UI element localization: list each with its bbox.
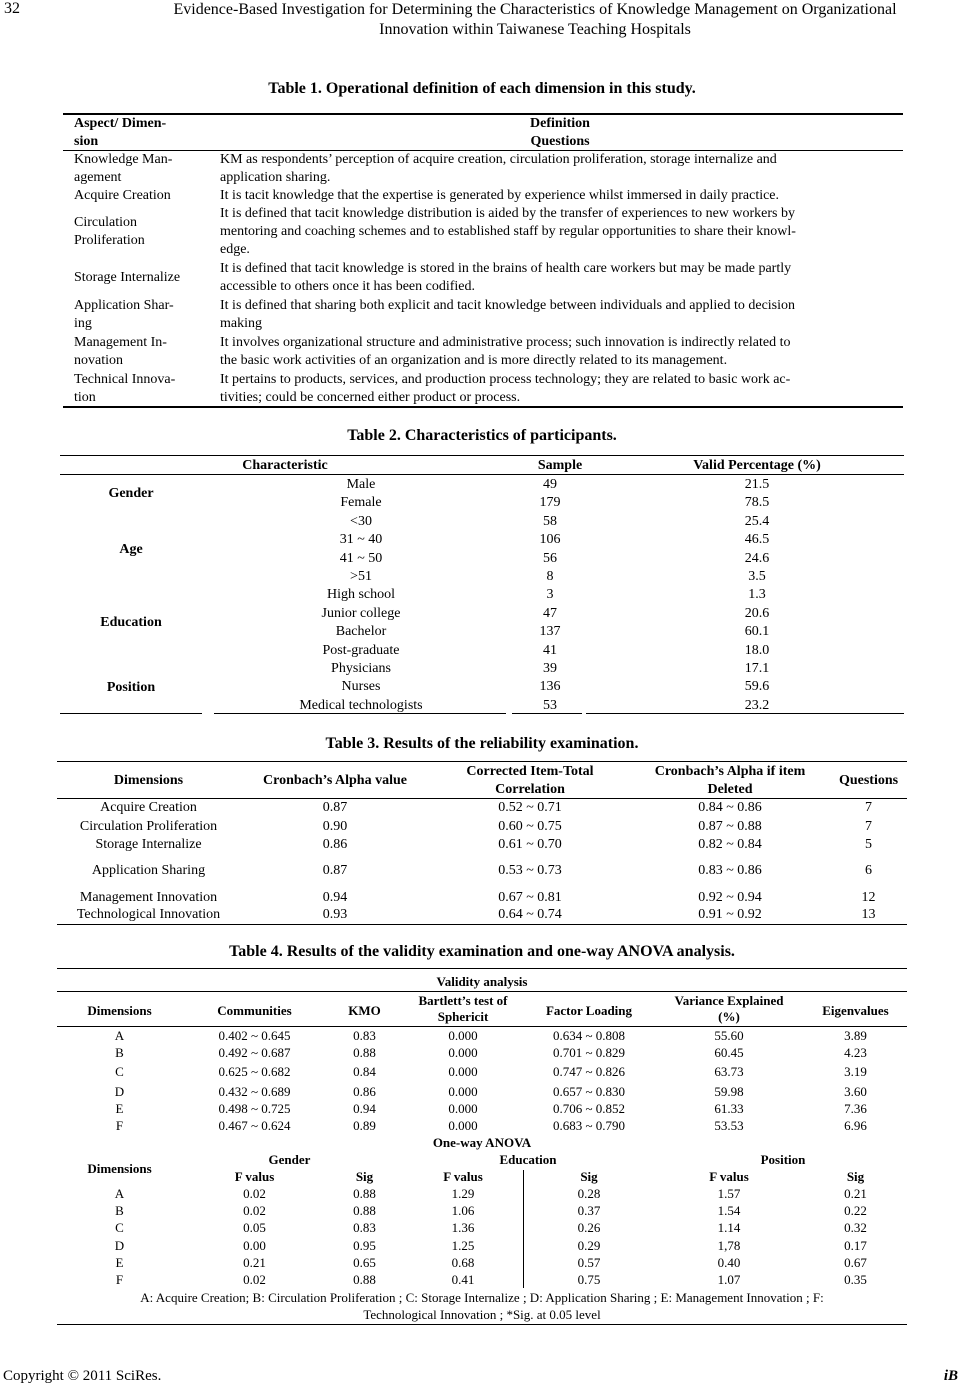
anova-education-sig-cell: 0.75 xyxy=(577,1272,601,1287)
table-1-definition-line: It is defined that sharing both explicit and tacit knowledge between individuals and applied to decision xyxy=(220,298,796,313)
table-1-bottom-rule xyxy=(63,406,903,408)
table-2-characteristic-cell: Physicians xyxy=(331,661,391,676)
table-1-aspect-cell xyxy=(74,334,167,370)
table-3-alpha-cell: 0.94 xyxy=(322,890,348,905)
table-1-caption: Table 1. Operational definition of each dimension in this study. xyxy=(268,80,696,97)
table-1-aspect-line: agement xyxy=(74,170,122,185)
validity-eigen-cell: 4.23 xyxy=(844,1045,867,1060)
table-2-percentage-cell: 20.6 xyxy=(744,605,770,621)
table-1-definition-cell xyxy=(220,151,777,187)
table-3-questions-cell: 6 xyxy=(865,863,872,878)
anova-gender-sig-cell: 0.95 xyxy=(353,1237,376,1253)
anova-gender-sig-cell: 0.88 xyxy=(353,1186,376,1201)
table-2-characteristic-cell: Bachelor xyxy=(335,624,387,640)
table-3-deleted-cell: 0.87 ~ 0.88 xyxy=(698,819,762,834)
table-4-bottom-rule xyxy=(57,1324,907,1325)
table-1-definition-line: making xyxy=(220,316,262,331)
table-4-note xyxy=(57,1289,907,1323)
table-3-alpha-cell: 0.93 xyxy=(322,907,348,922)
table-2-sample-cell: 179 xyxy=(539,495,561,511)
table-2-sample-cell: 58 xyxy=(543,513,557,529)
copyright-notice: Copyright © 2011 SciRes. xyxy=(3,1368,162,1384)
table-2-percentage-cell: 18.0 xyxy=(744,642,770,658)
table-1-definition-line: mentoring and coaching schemes and to established staff by regular opportunities to share their knowl- xyxy=(220,224,796,239)
anova-dimension-cell: F xyxy=(115,1272,124,1287)
table-1-aspect-line: Technical Innova- xyxy=(74,372,176,387)
table-2-sample-cell: 56 xyxy=(543,550,557,566)
running-title xyxy=(110,0,960,40)
table-3-questions-cell: 5 xyxy=(865,837,872,852)
validity-variance-cell: 61.33 xyxy=(714,1101,744,1116)
validity-communities-cell: 0.498 ~ 0.725 xyxy=(218,1101,291,1116)
table-2-top-rule xyxy=(60,455,904,456)
anova-education-f-cell: 1.36 xyxy=(451,1220,475,1236)
validity-communities-cell: 0.625 ~ 0.682 xyxy=(218,1064,291,1079)
table-1-definition-cell xyxy=(220,297,795,333)
table-3-questions-cell: 7 xyxy=(865,819,872,834)
table-1-aspect-cell xyxy=(74,269,180,287)
table-3-header-corrected-line-2: Correlation xyxy=(495,782,565,797)
validity-header-factor-loading: Factor Loading xyxy=(545,1003,633,1018)
anova-dimension-cell: E xyxy=(115,1254,124,1270)
table-1-definition-line: application sharing. xyxy=(220,170,331,185)
table-2-sample-cell: 53 xyxy=(543,697,557,713)
validity-variance-cell: 59.98 xyxy=(714,1084,744,1099)
table-3-header-dimensions: Dimensions xyxy=(113,773,184,788)
validity-variance-cell: 55.60 xyxy=(714,1028,744,1043)
table-3-deleted-cell: 0.84 ~ 0.86 xyxy=(698,800,762,815)
table-3-caption: Table 3. Results of the reliability examination. xyxy=(325,735,639,752)
anova-position-f-cell: 1.57 xyxy=(717,1186,741,1201)
table-4-note-line-2: Technological Innovation ; *Sig. at 0.05 level xyxy=(363,1307,601,1322)
table-3-header-corrected-line-1: Corrected Item-Total xyxy=(466,764,594,779)
anova-gender-f-cell: 0.02 xyxy=(243,1203,266,1219)
validity-kmo-cell: 0.88 xyxy=(353,1045,376,1060)
validity-kmo-cell: 0.89 xyxy=(353,1118,376,1133)
table-1-col1-header-line-1: Aspect/ Dimen- xyxy=(74,116,167,131)
table-2-characteristic-cell: Nurses xyxy=(341,679,381,695)
table-2-header-sample: Sample xyxy=(537,458,583,473)
validity-communities-cell: 0.492 ~ 0.687 xyxy=(218,1045,291,1060)
table-2-sample-cell: 47 xyxy=(543,605,557,621)
table-2-percentage-cell: 1.3 xyxy=(748,587,766,603)
anova-gender-f-cell: 0.02 xyxy=(243,1272,266,1287)
validity-dimension-cell: C xyxy=(115,1064,124,1079)
validity-factor-cell: 0.683 ~ 0.790 xyxy=(552,1118,626,1133)
anova-position-sig-cell: 0.22 xyxy=(844,1203,867,1219)
anova-position-sig-cell: 0.67 xyxy=(844,1254,867,1270)
table-1-definition-line: KM as respondents’ perception of acquire creation, circulation proliferation, storage internalize and xyxy=(220,152,777,167)
table-1-definition-line: It is tacit knowledge that the expertise is generated by experience whilst immersed in daily practice. xyxy=(220,188,780,203)
table-1-aspect-line: tion xyxy=(74,390,96,405)
table-1-col2-header xyxy=(220,115,900,151)
anova-position-f-cell: 1.07 xyxy=(717,1272,741,1287)
table-2-group-label: Gender xyxy=(108,486,154,502)
anova-education-f-cell: 1.25 xyxy=(451,1237,475,1253)
anova-education-f-cell: 1.06 xyxy=(451,1203,475,1219)
validity-header-variance-line-2: (%) xyxy=(718,1009,740,1024)
anova-header-position-sig: Sig xyxy=(846,1169,865,1184)
table-4-note-line-1: A: Acquire Creation; B: Circulation Proliferation ; C: Storage Internalize ; D: Application Sharing ; E: Management Innovation ; F: xyxy=(140,1290,824,1305)
table-1-definition-cell xyxy=(220,260,791,296)
anova-education-sig-cell: 0.29 xyxy=(577,1237,601,1253)
validity-bartlett-cell: 0.000 xyxy=(448,1028,478,1043)
table-3-corrected-cell: 0.67 ~ 0.81 xyxy=(498,890,562,905)
table-3-corrected-cell: 0.52 ~ 0.71 xyxy=(498,800,562,815)
table-2-bottom-rule-left xyxy=(60,713,202,714)
table-2-percentage-cell: 24.6 xyxy=(744,550,770,566)
validity-variance-cell: 60.45 xyxy=(714,1045,744,1060)
table-1-aspect-cell xyxy=(74,214,145,250)
validity-eigen-cell: 6.96 xyxy=(844,1118,867,1133)
table-2-sample-cell: 3 xyxy=(546,587,554,603)
anova-position-sig-cell: 0.21 xyxy=(844,1186,867,1201)
anova-education-f-cell: 1.29 xyxy=(451,1186,475,1201)
table-4-top-rule xyxy=(57,968,907,969)
table-2-header-characteristic: Characteristic xyxy=(242,458,328,473)
validity-header-bartlett-line-2: Sphericit xyxy=(437,1009,489,1024)
anova-position-f-cell: 1.54 xyxy=(717,1203,741,1219)
validity-variance-cell: 53.53 xyxy=(714,1118,744,1133)
anova-header-education-sig: Sig xyxy=(580,1169,598,1184)
table-1-aspect-cell xyxy=(74,297,174,333)
validity-dimension-cell: E xyxy=(115,1101,124,1116)
validity-factor-cell: 0.701 ~ 0.829 xyxy=(552,1045,626,1060)
table-1-aspect-line: Circulation xyxy=(74,215,137,230)
table-3-dimension-cell: Storage Internalize xyxy=(95,837,202,852)
table-2-percentage-cell: 23.2 xyxy=(744,697,770,713)
page-number: 32 xyxy=(4,0,20,17)
running-title-line-1: Evidence-Based Investigation for Determining the Characteristics of Knowledge Management on Organizational xyxy=(173,1,897,18)
table-1-aspect-line: novation xyxy=(74,353,123,368)
table-1-aspect-cell xyxy=(74,371,175,407)
validity-title-rule xyxy=(57,991,907,992)
validity-analysis-title: Validity analysis xyxy=(436,974,528,989)
validity-communities-cell: 0.467 ~ 0.624 xyxy=(218,1118,291,1133)
table-1-aspect-line: ing xyxy=(74,316,92,331)
validity-header-variance-line-1: Variance Explained xyxy=(674,993,784,1008)
table-3-questions-cell: 7 xyxy=(865,800,872,815)
anova-gender-sig-cell: 0.88 xyxy=(353,1272,376,1287)
table-3-header-corrected xyxy=(430,763,630,799)
table-1-col2-header-line-2: Questions xyxy=(530,134,590,149)
table-3-top-rule xyxy=(57,761,907,762)
table-2-sample-cell: 49 xyxy=(543,477,557,492)
anova-position-f-cell: 0.40 xyxy=(717,1254,741,1270)
anova-gender-f-cell: 0.21 xyxy=(243,1254,266,1270)
anova-dimension-cell: C xyxy=(115,1220,124,1236)
table-3-header-deleted xyxy=(630,763,830,799)
table-2-sample-cell: 136 xyxy=(539,679,561,695)
table-2-bottom-rule-right xyxy=(586,713,904,714)
table-2-characteristic-cell: 41 ~ 50 xyxy=(339,550,383,566)
table-3-alpha-cell: 0.90 xyxy=(322,819,348,834)
table-1-aspect-line: Proliferation xyxy=(74,233,145,248)
table-2-group-label: Education xyxy=(100,615,162,631)
table-3-dimension-cell: Application Sharing xyxy=(91,863,206,878)
table-3-alpha-cell: 0.86 xyxy=(322,837,348,852)
table-1-col2-header-line-1: Definition xyxy=(530,116,590,131)
validity-bartlett-cell: 0.000 xyxy=(448,1045,478,1060)
validity-dimension-cell: D xyxy=(114,1084,125,1099)
validity-bartlett-cell: 0.000 xyxy=(448,1084,478,1099)
table-3-dimension-cell: Acquire Creation xyxy=(100,800,197,815)
table-1-definition-line: It is defined that tacit knowledge distribution is aided by the transfer of experiences to new workers by xyxy=(220,206,795,221)
table-1-aspect-line: Acquire Creation xyxy=(74,188,171,203)
anova-header-gender: Gender xyxy=(268,1152,311,1167)
table-3-dimension-cell: Management Innovation xyxy=(79,890,218,905)
table-1-aspect-line: Knowledge Man- xyxy=(74,152,173,167)
table-1-col1-header-line-2: sion xyxy=(74,134,99,149)
table-1-definition-cell xyxy=(220,371,790,407)
table-3-deleted-cell: 0.91 ~ 0.92 xyxy=(698,907,762,922)
table-3-corrected-cell: 0.61 ~ 0.70 xyxy=(498,837,562,852)
table-2-percentage-cell: 46.5 xyxy=(744,532,770,548)
anova-position-sig-cell: 0.17 xyxy=(844,1237,867,1253)
table-1-aspect-cell xyxy=(74,187,171,205)
table-2-characteristic-cell: 31 ~ 40 xyxy=(339,532,383,548)
anova-header-dimensions: Dimensions xyxy=(87,1161,152,1176)
anova-header-gender-f: F valus xyxy=(234,1169,275,1184)
anova-gender-f-cell: 0.05 xyxy=(243,1220,266,1236)
anova-dimension-cell: B xyxy=(115,1203,124,1219)
anova-position-f-cell: 1.14 xyxy=(717,1220,741,1236)
anova-header-position-f: F valus xyxy=(709,1169,749,1184)
validity-bartlett-cell: 0.000 xyxy=(448,1064,478,1079)
validity-bartlett-cell: 0.000 xyxy=(448,1118,478,1133)
table-2-sample-cell: 39 xyxy=(543,661,557,676)
table-2-characteristic-cell: Medical technologists xyxy=(299,697,423,713)
validity-communities-cell: 0.432 ~ 0.689 xyxy=(218,1084,291,1099)
table-2-bottom-rule-sample xyxy=(512,713,582,714)
anova-gender-sig-cell: 0.83 xyxy=(353,1220,376,1236)
table-2-percentage-cell: 25.4 xyxy=(744,513,770,529)
anova-header-position: Position xyxy=(760,1152,806,1167)
anova-gender-sig-cell: 0.65 xyxy=(353,1254,376,1270)
table-3-corrected-cell: 0.60 ~ 0.75 xyxy=(498,819,562,834)
table-1-definition-cell xyxy=(220,187,779,205)
table-1-definition-line: tivities; could be concerned either product or process. xyxy=(220,390,521,405)
validity-factor-cell: 0.657 ~ 0.830 xyxy=(552,1084,626,1099)
table-2-characteristic-cell: Female xyxy=(340,495,382,511)
validity-header-dimensions: Dimensions xyxy=(87,1003,152,1018)
table-3-header-deleted-line-1: Cronbach’s Alpha if item xyxy=(654,764,806,779)
table-3-dimension-cell: Circulation Proliferation xyxy=(79,819,218,834)
table-2-characteristic-cell: <30 xyxy=(350,513,372,529)
validity-variance-cell: 63.73 xyxy=(714,1064,744,1079)
anova-education-f-cell: 0.41 xyxy=(451,1272,475,1287)
validity-header-bartlett xyxy=(402,993,524,1025)
anova-education-sig-cell: 0.26 xyxy=(577,1220,601,1236)
anova-gender-f-cell: 0.00 xyxy=(243,1237,266,1253)
table-2-sample-cell: 137 xyxy=(539,624,561,640)
validity-dimension-cell: A xyxy=(114,1028,125,1043)
table-3-deleted-cell: 0.83 ~ 0.86 xyxy=(698,863,762,878)
table-2-sample-cell: 41 xyxy=(543,642,557,658)
validity-dimension-cell: F xyxy=(115,1118,124,1133)
table-3-alpha-cell: 0.87 xyxy=(322,800,348,815)
table-2-caption: Table 2. Characteristics of participants. xyxy=(347,427,617,444)
table-2-characteristic-cell: Post-graduate xyxy=(322,642,400,658)
table-3-questions-cell: 13 xyxy=(861,907,876,922)
anova-education-sig-cell: 0.57 xyxy=(577,1254,601,1270)
table-2-header-percentage: Valid Percentage (%) xyxy=(693,458,821,473)
table-1-aspect-line: Application Shar- xyxy=(74,298,174,313)
table-3-bottom-rule xyxy=(57,924,907,925)
table-2-characteristic-cell: Male xyxy=(346,477,376,492)
anova-position-sig-cell: 0.35 xyxy=(844,1272,867,1287)
table-1-col1-header xyxy=(74,115,166,151)
validity-header-variance xyxy=(654,993,804,1025)
table-1-definition-line: It involves organizational structure and administrative process; such innovation is indirectly related to xyxy=(220,335,791,350)
validity-kmo-cell: 0.86 xyxy=(353,1084,376,1099)
anova-header-education-f: F valus xyxy=(443,1169,483,1184)
anova-position-sig-cell: 0.32 xyxy=(844,1220,867,1236)
anova-education-sig-cell: 0.28 xyxy=(577,1186,601,1201)
table-2-sample-cell: 8 xyxy=(546,569,554,584)
anova-gender-f-cell: 0.02 xyxy=(243,1186,266,1201)
validity-header-eigenvalues: Eigenvalues xyxy=(822,1003,889,1018)
table-3-deleted-cell: 0.82 ~ 0.84 xyxy=(698,837,762,852)
table-3-header-deleted-line-2: Deleted xyxy=(707,782,753,797)
table-2-sample-cell: 106 xyxy=(539,532,561,548)
table-3-corrected-cell: 0.64 ~ 0.74 xyxy=(498,907,562,922)
anova-position-f-cell: 1,78 xyxy=(717,1237,741,1253)
anova-header-gender-sig: Sig xyxy=(355,1169,374,1184)
anova-title: One-way ANOVA xyxy=(432,1135,532,1150)
table-3-dimension-cell: Technological Innovation xyxy=(76,907,221,922)
validity-factor-cell: 0.706 ~ 0.852 xyxy=(552,1101,626,1116)
table-3-header-alpha: Cronbach’s Alpha value xyxy=(263,773,407,788)
anova-dimension-cell: A xyxy=(114,1186,125,1201)
anova-header-education: Education xyxy=(499,1152,557,1167)
validity-factor-cell: 0.747 ~ 0.826 xyxy=(552,1064,626,1079)
table-1-aspect-line: Storage Internalize xyxy=(74,270,181,285)
table-3-questions-cell: 12 xyxy=(861,890,876,905)
table-2-characteristic-cell: >51 xyxy=(350,569,372,584)
anova-education-sig-cell: 0.37 xyxy=(577,1203,601,1219)
table-3-header-questions: Questions xyxy=(838,773,899,788)
table-2-percentage-cell: 17.1 xyxy=(744,661,770,676)
validity-kmo-cell: 0.94 xyxy=(353,1101,376,1116)
table-1-definition-line: edge. xyxy=(220,242,250,257)
table-1-aspect-cell xyxy=(74,151,172,187)
validity-kmo-cell: 0.84 xyxy=(353,1064,376,1079)
validity-communities-cell: 0.402 ~ 0.645 xyxy=(218,1028,291,1043)
table-2-header-rule xyxy=(60,474,904,475)
table-2-group-label: Position xyxy=(106,679,156,695)
table-3-alpha-cell: 0.87 xyxy=(322,863,348,878)
table-2-percentage-cell: 59.6 xyxy=(744,679,770,695)
table-2-percentage-cell: 78.5 xyxy=(744,495,770,511)
validity-header-bartlett-line-1: Bartlett’s test of xyxy=(418,993,508,1008)
table-2-percentage-cell: 3.5 xyxy=(748,569,766,584)
validity-eigen-cell: 3.60 xyxy=(844,1084,867,1099)
table-1-definition-line: the basic work activities of an organization and is more directly related to its management. xyxy=(220,353,728,368)
table-3-deleted-cell: 0.92 ~ 0.94 xyxy=(698,890,762,905)
journal-abbrev: iB xyxy=(943,1368,958,1384)
validity-eigen-cell: 7.36 xyxy=(844,1101,867,1116)
validity-dimension-cell: B xyxy=(115,1045,124,1060)
table-4-caption: Table 4. Results of the validity examination and one-way ANOVA analysis. xyxy=(229,943,735,960)
table-1-definition-cell xyxy=(220,205,796,259)
anova-dimension-cell: D xyxy=(114,1237,125,1253)
anova-gender-sig-cell: 0.88 xyxy=(353,1203,376,1219)
table-1-definition-line: It is defined that tacit knowledge is stored in the brains of health care workers but may be made partly xyxy=(220,261,792,276)
table-2-percentage-cell: 21.5 xyxy=(744,477,770,492)
running-title-line-2: Innovation within Taiwanese Teaching Hospitals xyxy=(379,21,691,38)
table-2-characteristic-cell: High school xyxy=(326,587,396,603)
validity-factor-cell: 0.634 ~ 0.808 xyxy=(552,1028,626,1043)
table-1-aspect-line: Management In- xyxy=(74,335,167,350)
table-2-group-label: Age xyxy=(119,541,143,557)
table-1-definition-cell xyxy=(220,334,790,370)
table-2-percentage-cell: 60.1 xyxy=(744,624,770,640)
validity-eigen-cell: 3.19 xyxy=(844,1064,867,1079)
anova-education-f-cell: 0.68 xyxy=(451,1254,475,1270)
validity-kmo-cell: 0.83 xyxy=(353,1028,376,1043)
table-3-corrected-cell: 0.53 ~ 0.73 xyxy=(498,863,562,878)
validity-header-kmo: KMO xyxy=(348,1003,381,1018)
validity-bartlett-cell: 0.000 xyxy=(448,1101,478,1116)
validity-header-communities: Communities xyxy=(217,1003,292,1018)
table-1-definition-line: accessible to others once it has been codified. xyxy=(220,279,476,294)
table-2-characteristic-cell: Junior college xyxy=(321,605,401,621)
validity-eigen-cell: 3.89 xyxy=(844,1028,867,1043)
table-1-definition-line: It pertains to products, services, and production process technology; they are related to basic work ac- xyxy=(220,372,791,387)
table-2-bottom-rule-mid xyxy=(214,713,506,714)
